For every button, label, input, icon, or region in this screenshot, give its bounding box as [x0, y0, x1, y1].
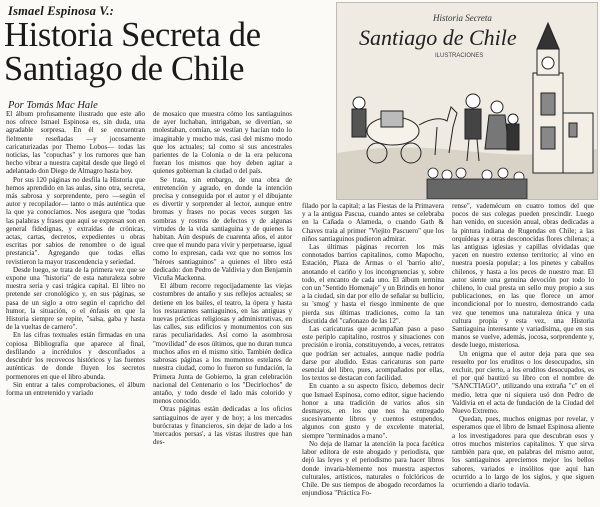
- paragraph: de mosaico que muestra cómo los santiaguinos de ayer luchaban, intrigaban, se divertían, se molestaban, comían, se vestían y hacían todo lo imaginable y mucho más, casi del mismo modo que los actuales; tal como si sus ancestrales parientes de la Colonia o de la era pelucona fueran los mismos que hoy deben agitar a quienes gobiernan la ciudad o del país.: [153, 110, 292, 176]
- cover-title: Santiago de Chile: [359, 25, 517, 50]
- paragraph: Desde luego, se trata de la primera vez que se expone una "historia" de esta naturaleza sobre nuestra seria y casi trágica capital. El libro no pretende ser cronológico y, en sus páginas, se pasa de un siglo a otro según el capricho del humor, la situación, o el énfasis en que la Historia siempre se repite, "salsa, gaba y hasta de la vueltas de carnero".: [6, 265, 145, 332]
- paragraph: El álbum profusamente ilustrado que este año nos ofrece Ismael Espinosa es, sin duda, una agradable sorpresa. En él se encuentran fielmente reseñadas —y jocosamente caricaturizadas por Themo Lobos— todas las noticias, las "copuchas" y los rumores que han hecho vibrar a nuestra capital desde que llegó el adelantado don Diego de Almagro hasta hoy.: [6, 110, 145, 176]
- article-kicker: Ismael Espinosa V.:: [8, 4, 115, 18]
- article-column-4: [452, 202, 594, 489]
- paragraph: rense", vademécum en cuatro tomos del que pocos de sus colegas pueden prescindir. Luego han venido, en sucesión anual, obras dedicadas a la pintura indiana de Rugendas en Chile; a las orquídeas y a otras desconocidas flores chilenas; a las antiguas iglesias y capillas olvidadas que yacen en nuestro extenso territorio; al vino en nuestra poesía popular; a los pinetes y caballos chilenos, y hasta a los peces de nuestro mar. El autor siente una genuina devoción por todo lo chileno, lo cual presta un sello muy propio a sus publicaciones, en las que florece un amor incondicional por lo nuestro, demostrando cada vez que tenemos una naturaleza única y una cultura propia y esta vez, una Historia Santiaguina interesante y variadísima, que en sus manos se vuelve, además, jocosa, sorprendente y, desde luego, misteriosa.: [452, 202, 594, 350]
- paragraph: El álbum recorre regocijadamente las viejas costumbres de antaño y sus reflejos actuales; se detiene en los bailes, el teatro, la ópera y hasta los restaurantes santiaguinos, en las antiguas y nuevas prácticas religiosas y administrativas, en las calles, sus edificios y monumentos con sus raras peculiaridades. Así como la asombrosa "movilidad" de esos últimos, que no duran nunca muchos años en el mismo sitio. También dedica sabrosas páginas a los momentos estelares de nuestra ciudad, como lo fueron su fundación, la Primera Junta de Gobierno, la gran celebración nacional del Centenario o los "Decirlochos" de antaño, y todo desde el lado más colorido y menos conocido.: [153, 282, 292, 406]
- book-cover-illustration: [336, 2, 598, 200]
- paragraph: Un enigma que el autor deja para que sea resuelto por los eruditos o los desocupados, sin excluir, por cierto, a los eruditos desocupados, es el por qué bautizó su libro con el nombre de "SANCTIAGO", utilizando una extraña "c" en el medio, letra que ni siquiera usó don Pedro de Valdivia en el acta de fundación de la Ciudad del Nuevo Extremo.: [452, 349, 594, 416]
- paragraph: Las últimas páginas recorren los más connotados barrios capitalinos, como Mapocho, Estación, Plaza de Armas o el 'barrio alto', anotando el cariño y los incongruencias y, sobre todo, el encanto de cada uno. El álbum termina con un "Sentido Homenaje" y un Brindis en honor a la ciudad, sin dar por ello de señalar su bullicio, su 'smog' y hasta el riesgo inminente de que pierda sus últimas tradiciones, como la tan discutida del "cañonazo de las 12".: [302, 243, 444, 325]
- paragraph: Sin entrar a tales comprobaciones, el álbum forma un entretenido y variado: [6, 380, 145, 397]
- paragraph: filado por la capital; a las Fiestas de la Primavera y a la antigua Pascua, cuando antes se celebraba en la Cañada o Alameda, o cuando Gath & Chaves traía al primer "Viejito Pascuero" que los niños santiaguinos pudieron admirar.: [302, 202, 444, 243]
- cover-pretitle: Historia Secreta: [433, 13, 492, 23]
- article-column-2: [153, 110, 292, 446]
- article-byline: Por Tomás Mac Hale: [8, 100, 98, 111]
- paragraph: Quedan, pues, muchos enigmas por revelar, y esperamos que el libro de Ismael Espinosa aliente a los investigadores para que descubran esos y otros muchos misterios capitalinos. Y que sirva también para que, en palabras del mismo autor, los santiaguinos apreciemos mejor los bellos sabores, variados e insólitos que aquí han ocurrido a lo largo de los siglos, y que siguen ocurriendo a diario todavía.: [452, 415, 594, 489]
- paragraph: Se trata, sin embargo, de una obra de entretención y agrado, en donde la intención precisa y conseguida por el autor y el dibujante es divertir y sorprender al lector, aunque entre bromas y frases no pocas veces surgen las sombras y rostros de defectos y de algunas virtudes de la vida santiaguina y de quienes la habitan. Aún después de cuarenta años, el autor cree que el mundo para vivir y perpetuarse, igual como lo expresan, cada vez que no somos los "héroes santiaguinos" a quienes el libro está dedicado: don Pedro de Valdivia y don Benjamín Vicuña Mackenna.: [153, 175, 292, 283]
- paragraph: Otras páginas están dedicadas a los oficios santiaguinos de ayer y de hoy; a los mercados burócratas y financieros, sin dejar de lado a los 'mercados persas', a las vistas ilustres que han des-: [153, 405, 292, 447]
- paragraph: En cuanto a su aspecto físico, debemos decir que Ismael Espinosa, como editor, sigue haciendo honor a una tradición de varios años sin desmayos, en los que nos ha entregado sucesivamente libros y cuentos estupendos, algunos con gusto y de excelente material, siempre "terminados a mano".: [302, 382, 444, 440]
- paragraph: Las caricaturas que acompañan paso a paso este periplo capitalino, rostros y situaciones con precisión e ironía, constituyendo, a veces, retratos que podrían ser actuales, aunque nadie podría darse por aludido. Estas caricaturas son parte esencial del libro, pues, acompañados por ellas, los textos se destacan con facilidad.: [302, 325, 444, 383]
- cover-drawing: [337, 3, 597, 199]
- article-column-1: [6, 110, 145, 397]
- cover-subtitle: ILUSTRACIONES: [435, 53, 484, 59]
- article-title: Historia Secreta de Santiago de Chile: [4, 16, 261, 88]
- paragraph: En las cifras textuales están firmadas en una copiosa Bibliografía que aparece al final, desfilando a incrédulos y desconfiados a descubrir los recovecos históricos y las fuentes auténticas de donde fluyen los secretos pormenores en que el libro abunda.: [6, 331, 145, 381]
- article-column-3: [302, 202, 444, 497]
- paragraph: Por sus 120 páginas no desfila la Historia que hemos aprendido en las aulas, sino otra, secreta, más sabrosa y sorprendente, pero —según el autor y recopilador— tanto o más auténtica que la que ya conocíamos. Nos asegura que "todas las palabras y frases que aquí se expresan son en general fidedignas, y extraídas de crónicas, actas, cartas, decretos, expedientes u obras escritas por sabios de renombre o de igual prestancia". Agregando que todas ellas revistieron la mayor trascendencia y seriedad.: [6, 175, 145, 266]
- paragraph: No deja de llamar la atención la poca facética labor editora de este abogado y periodista, que dejó las leyes y el periodismo para hacer libros donde invaria-blemente nos muestra aspectos culturales, artísticos, naturales o folclóricos de Chile. De sus tiempos de abogado recordamos la enjundiosa "Práctica Fo-: [302, 439, 444, 498]
